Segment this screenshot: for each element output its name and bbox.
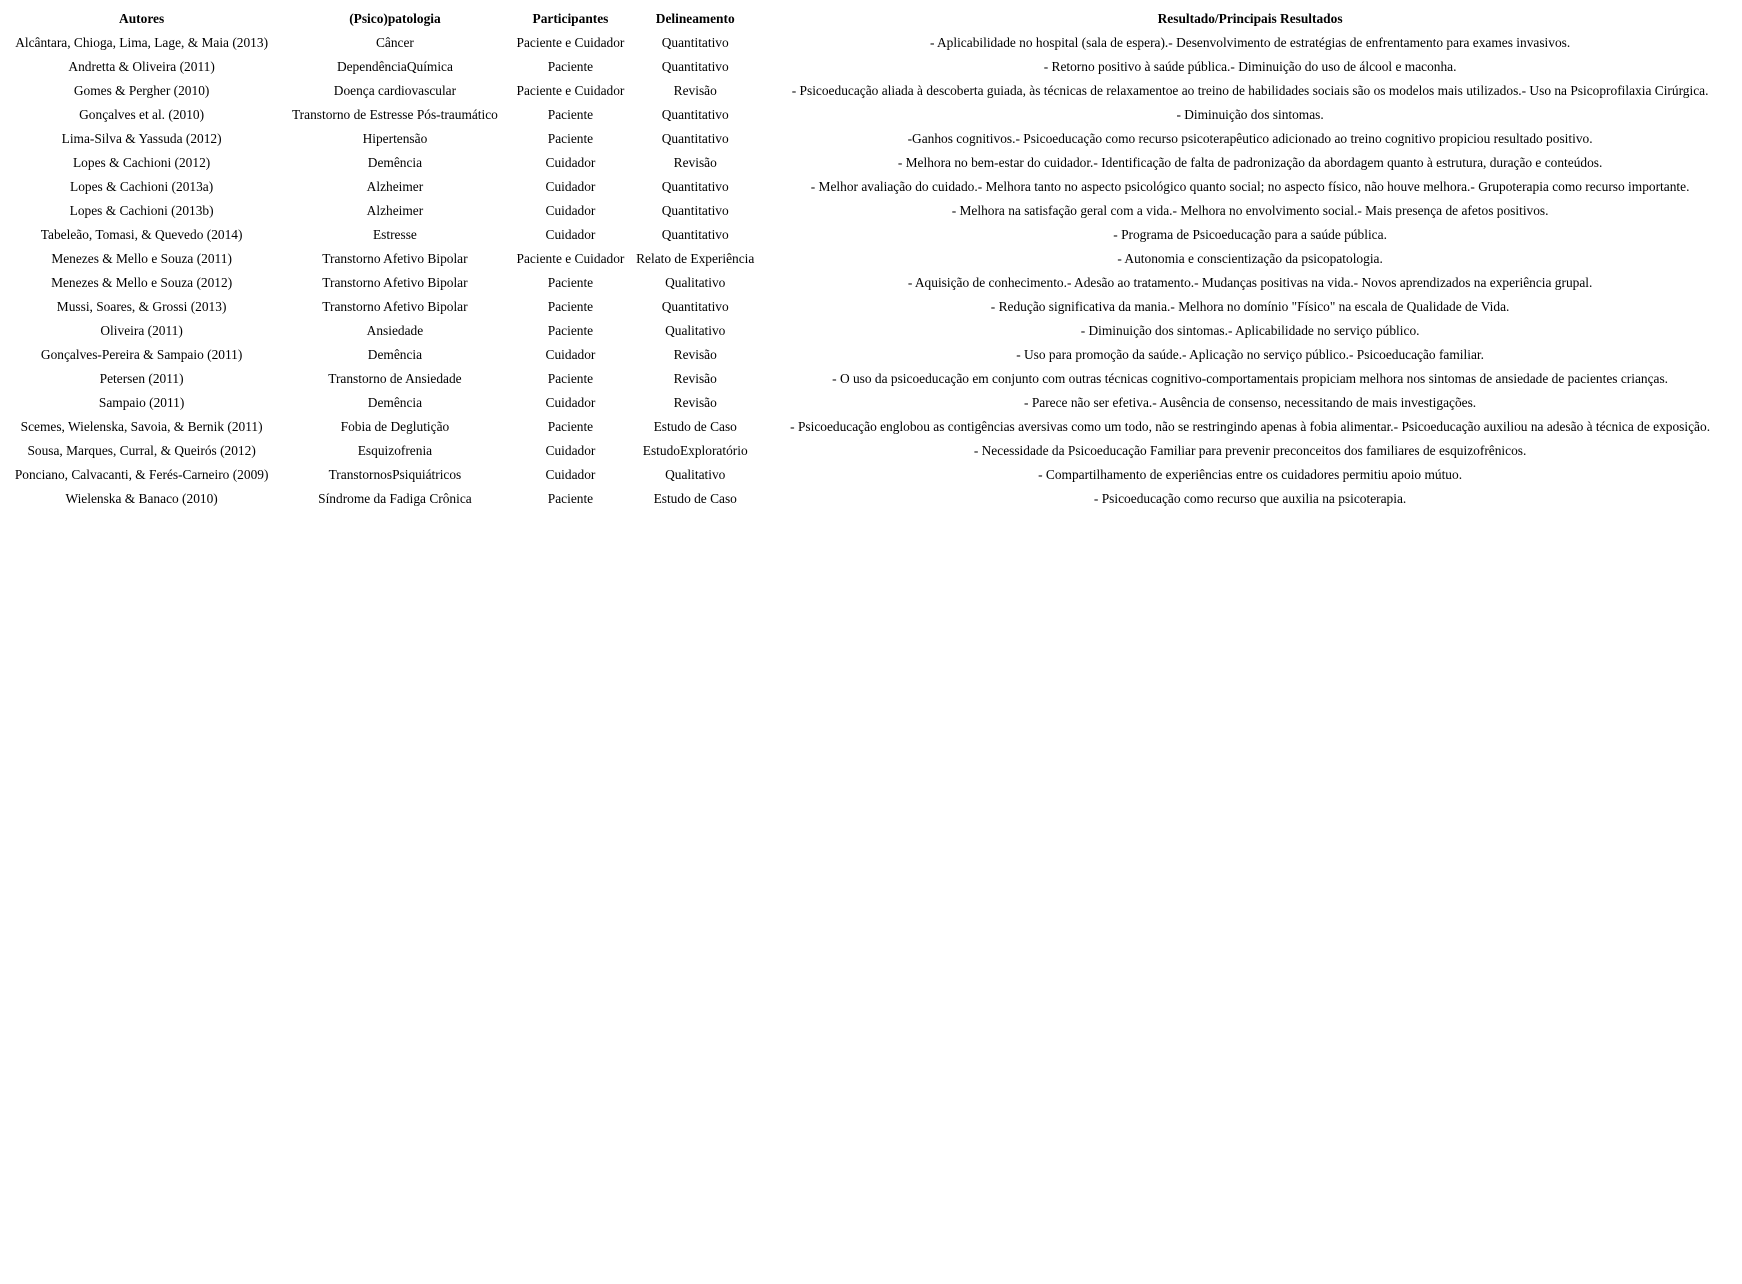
cell-psicopatologia: Síndrome da Fadiga Crônica bbox=[318, 490, 472, 506]
cell-autores: Sampaio (2011) bbox=[98, 394, 185, 410]
cell-psicopatologia: Transtorno Afetivo Bipolar bbox=[322, 274, 468, 290]
table-body bbox=[2, 30, 1742, 510]
cell-psicopatologia: Transtorno Afetivo Bipolar bbox=[322, 250, 468, 266]
table-row bbox=[2, 294, 1742, 318]
cell-resultados: - Melhora no bem-estar do cuidador.- Identificação de falta de padronização da abordagem quanto à estrutura, duração e conteúdos. bbox=[897, 154, 1603, 170]
cell-participantes: Paciente bbox=[547, 322, 594, 338]
cell-resultados: - Psicoeducação como recurso que auxilia na psicoterapia. bbox=[1093, 490, 1407, 506]
cell-delineamento: Revisão bbox=[673, 394, 717, 410]
cell-resultados: - Melhor avaliação do cuidado.- Melhora tanto no aspecto psicológico quanto social; no aspecto físico, não houve melhora.- Grupoterapia como recurso importante. bbox=[810, 178, 1690, 194]
cell-resultados: -Ganhos cognitivos.- Psicoeducação como recurso psicoterapêutico adicionado ao treino cognitivo propiciou resultado positivo. bbox=[907, 130, 1593, 146]
table-row bbox=[2, 390, 1742, 414]
cell-resultados: - Necessidade da Psicoeducação Familiar para prevenir preconceitos dos familiares de esquizofrênicos. bbox=[973, 442, 1527, 458]
table-row bbox=[2, 222, 1742, 246]
cell-delineamento: Relato de Experiência bbox=[636, 250, 755, 266]
cell-psicopatologia: Transtorno Afetivo Bipolar bbox=[322, 298, 468, 314]
cell-autores: Menezes & Mello e Souza (2012) bbox=[51, 274, 233, 290]
cell-resultados: - Programa de Psicoeducação para a saúde pública. bbox=[1113, 226, 1387, 242]
cell-psicopatologia: Demência bbox=[367, 394, 423, 410]
cell-psicopatologia: Hipertensão bbox=[362, 130, 428, 146]
cell-resultados: - Melhora na satisfação geral com a vida.- Melhora no envolvimento social.- Mais presença de afetos positivos. bbox=[951, 202, 1549, 218]
cell-autores: Wielenska & Banaco (2010) bbox=[65, 490, 218, 506]
cell-autores: Menezes & Mello e Souza (2011) bbox=[51, 250, 232, 266]
cell-autores: Tabeleão, Tomasi, & Quevedo (2014) bbox=[40, 226, 243, 242]
cell-participantes: Paciente bbox=[547, 298, 594, 314]
header-autores: Autores bbox=[119, 10, 165, 26]
cell-participantes: Paciente e Cuidador bbox=[516, 250, 625, 266]
cell-autores: Alcântara, Chioga, Lima, Lage, & Maia (2013) bbox=[15, 34, 269, 50]
cell-delineamento: Revisão bbox=[673, 154, 717, 170]
table-row bbox=[2, 462, 1742, 486]
table-row bbox=[2, 102, 1742, 126]
table-row bbox=[2, 174, 1742, 198]
cell-delineamento: Qualitativo bbox=[665, 322, 726, 338]
cell-delineamento: Revisão bbox=[673, 346, 717, 362]
cell-psicopatologia: Demência bbox=[367, 154, 423, 170]
cell-autores: Oliveira (2011) bbox=[100, 322, 183, 338]
cell-psicopatologia: Fobia de Deglutição bbox=[340, 418, 450, 434]
table-header bbox=[2, 6, 1742, 30]
header-psicopatologia: (Psico)patologia bbox=[349, 10, 441, 26]
cell-participantes: Paciente bbox=[547, 490, 594, 506]
table-row bbox=[2, 342, 1742, 366]
cell-resultados: - Diminuição dos sintomas. bbox=[1176, 106, 1324, 122]
table-row bbox=[2, 126, 1742, 150]
cell-resultados: - Uso para promoção da saúde.- Aplicação no serviço público.- Psicoeducação familiar. bbox=[1016, 346, 1484, 362]
cell-delineamento: Estudo de Caso bbox=[653, 490, 737, 506]
cell-delineamento: Quantitativo bbox=[661, 202, 729, 218]
header-row bbox=[2, 6, 1742, 30]
table-row bbox=[2, 198, 1742, 222]
cell-resultados: - Diminuição dos sintomas.- Aplicabilidade no serviço público. bbox=[1080, 322, 1420, 338]
cell-participantes: Cuidador bbox=[545, 346, 596, 362]
table-row bbox=[2, 318, 1742, 342]
cell-psicopatologia: Transtorno de Estresse Pós-traumático bbox=[291, 106, 498, 122]
cell-participantes: Cuidador bbox=[545, 394, 596, 410]
cell-autores: Ponciano, Calvacanti, & Ferés-Carneiro (2009) bbox=[14, 466, 269, 482]
cell-resultados: - Compartilhamento de experiências entre os cuidadores permitiu apoio mútuo. bbox=[1038, 466, 1463, 482]
cell-autores: Mussi, Soares, & Grossi (2013) bbox=[56, 298, 227, 314]
cell-psicopatologia: Transtorno de Ansiedade bbox=[328, 370, 462, 386]
cell-delineamento: Quantitativo bbox=[661, 106, 729, 122]
cell-delineamento: Quantitativo bbox=[661, 58, 729, 74]
cell-psicopatologia: DependênciaQuímica bbox=[336, 58, 453, 74]
cell-psicopatologia: Esquizofrenia bbox=[357, 442, 433, 458]
cell-participantes: Cuidador bbox=[545, 466, 596, 482]
cell-participantes: Paciente bbox=[547, 418, 594, 434]
table-row bbox=[2, 54, 1742, 78]
cell-participantes: Paciente bbox=[547, 106, 594, 122]
cell-resultados: - Autonomia e conscientização da psicopatologia. bbox=[1117, 250, 1383, 266]
cell-participantes: Cuidador bbox=[545, 442, 596, 458]
cell-delineamento: Revisão bbox=[673, 370, 717, 386]
page bbox=[0, 6, 1742, 1284]
cell-participantes: Paciente bbox=[547, 130, 594, 146]
cell-autores: Andretta & Oliveira (2011) bbox=[68, 58, 215, 74]
cell-psicopatologia: Alzheimer bbox=[366, 202, 424, 218]
cell-resultados: - Aplicabilidade no hospital (sala de espera).- Desenvolvimento de estratégias de enfrentamento para exames invasivos. bbox=[929, 34, 1571, 50]
cell-delineamento: Quantitativo bbox=[661, 298, 729, 314]
cell-autores: Lima-Silva & Yassuda (2012) bbox=[61, 130, 222, 146]
cell-resultados: - O uso da psicoeducação em conjunto com outras técnicas cognitivo-comportamentais propiciam melhora nos sintomas de ansiedade de pacientes crianças. bbox=[832, 370, 1669, 386]
header-delineamento: Delineamento bbox=[655, 10, 735, 26]
cell-participantes: Paciente bbox=[547, 58, 594, 74]
cell-participantes: Cuidador bbox=[545, 154, 596, 170]
cell-psicopatologia: Demência bbox=[367, 346, 423, 362]
table-row bbox=[2, 486, 1742, 510]
table-row bbox=[2, 246, 1742, 270]
cell-resultados: - Psicoeducação englobou as contigências aversivas como um todo, não se restringindo apenas à fobia alimentar.- Psicoeducação auxiliou na adesão à técnica de exposição. bbox=[790, 418, 1711, 434]
cell-resultados: - Aquisição de conhecimento.- Adesão ao tratamento.- Mudanças positivas na vida.- Novos aprendizados na experiência grupal. bbox=[907, 274, 1593, 290]
cell-resultados: - Psicoeducação aliada à descoberta guiada, às técnicas de relaxamentoe ao treino de habilidades sociais são os modelos mais utilizados.- Uso na Psicoprofilaxia Cirúrgica. bbox=[791, 82, 1709, 98]
table-row bbox=[2, 30, 1742, 54]
cell-participantes: Paciente e Cuidador bbox=[516, 82, 625, 98]
cell-autores: Lopes & Cachioni (2012) bbox=[73, 154, 211, 170]
cell-psicopatologia: Câncer bbox=[375, 34, 414, 50]
cell-delineamento: Quantitativo bbox=[661, 34, 729, 50]
table-row bbox=[2, 366, 1742, 390]
cell-psicopatologia: Estresse bbox=[372, 226, 417, 242]
cell-delineamento: Qualitativo bbox=[665, 466, 726, 482]
cell-autores: Petersen (2011) bbox=[99, 370, 184, 386]
cell-delineamento: Qualitativo bbox=[665, 274, 726, 290]
cell-delineamento: EstudoExploratório bbox=[642, 442, 748, 458]
table-row bbox=[2, 270, 1742, 294]
cell-autores: Gonçalves et al. (2010) bbox=[79, 106, 205, 122]
cell-delineamento: Quantitativo bbox=[661, 178, 729, 194]
cell-delineamento: Estudo de Caso bbox=[653, 418, 737, 434]
cell-autores: Lopes & Cachioni (2013b) bbox=[69, 202, 214, 218]
cell-participantes: Paciente e Cuidador bbox=[516, 34, 625, 50]
cell-autores: Gonçalves-Pereira & Sampaio (2011) bbox=[40, 346, 243, 362]
cell-delineamento: Revisão bbox=[673, 82, 717, 98]
cell-participantes: Cuidador bbox=[545, 178, 596, 194]
cell-participantes: Cuidador bbox=[545, 202, 596, 218]
cell-resultados: - Redução significativa da mania.- Melhora no domínio "Físico" na escala de Qualidade de Vida. bbox=[990, 298, 1510, 314]
cell-participantes: Cuidador bbox=[545, 226, 596, 242]
cell-participantes: Paciente bbox=[547, 274, 594, 290]
cell-autores: Gomes & Pergher (2010) bbox=[73, 82, 210, 98]
cell-autores: Sousa, Marques, Curral, & Queirós (2012) bbox=[27, 442, 256, 458]
cell-psicopatologia: Doença cardiovascular bbox=[333, 82, 457, 98]
cell-delineamento: Quantitativo bbox=[661, 130, 729, 146]
table-row bbox=[2, 438, 1742, 462]
cell-psicopatologia: TranstornosPsiquiátricos bbox=[328, 466, 462, 482]
table-row bbox=[2, 150, 1742, 174]
header-participantes: Participantes bbox=[532, 10, 609, 26]
studies-table bbox=[2, 6, 1742, 510]
header-resultados: Resultado/Principais Resultados bbox=[1157, 10, 1343, 26]
table-row bbox=[2, 414, 1742, 438]
cell-participantes: Paciente bbox=[547, 370, 594, 386]
table-row bbox=[2, 78, 1742, 102]
cell-psicopatologia: Alzheimer bbox=[366, 178, 424, 194]
cell-autores: Scemes, Wielenska, Savoia, & Bernik (2011) bbox=[20, 418, 263, 434]
cell-delineamento: Quantitativo bbox=[661, 226, 729, 242]
cell-resultados: - Parece não ser efetiva.- Ausência de consenso, necessitando de mais investigações. bbox=[1024, 394, 1477, 410]
cell-autores: Lopes & Cachioni (2013a) bbox=[70, 178, 214, 194]
cell-resultados: - Retorno positivo à saúde pública.- Diminuição do uso de álcool e maconha. bbox=[1043, 58, 1457, 74]
cell-psicopatologia: Ansiedade bbox=[366, 322, 424, 338]
